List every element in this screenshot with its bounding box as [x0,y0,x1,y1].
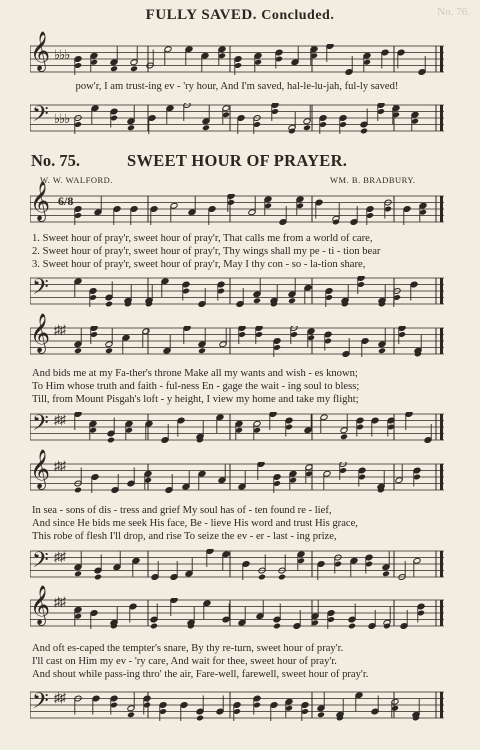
system-3-treble-staff [30,462,444,495]
bass-clef-icon: 𝄢 [32,275,49,304]
system-3-verse-2: And since He bids me seek His face, Be - lieve His word and trust His grace, [32,518,358,529]
system-1-bass-staff [30,276,444,309]
key-signature-flats: ♭♭♭ [54,111,70,126]
key-signature-flats: ♭♭♭ [54,47,70,62]
previous-treble-staff [30,44,444,77]
bass-clef-icon: 𝄢 [32,548,49,577]
key-signature-sharps: ♯♯ [54,594,65,609]
staff-lines [30,44,444,81]
staff-lines [30,103,444,140]
system-2-verse-1: And bids me at my Fa-ther's throne Make all my wants and wish - es known; [32,368,358,379]
key-signature-sharps: ♯♯ [54,322,65,337]
previous-hymn-lyric: pow'r, I am trust-ing ev - 'ry hour, And I'm saved, hal-le-lu-jah, ful-ly saved! [75,81,399,92]
key-signature-sharps: ♯♯ [54,690,65,705]
previous-hymn-title: FULLY SAVED. [145,7,257,23]
treble-clef-icon: 𝄞 [30,587,51,624]
staff-lines [30,412,444,449]
bass-clef-icon: 𝄢 [32,689,49,718]
staff-lines [30,326,444,363]
system-2-verse-3: Till, from Mount Pisgah's loft - y height, I view my home and take my flight; [32,394,359,405]
staff-lines [30,549,444,586]
lyricist-credit: W. W. WALFORD. [40,175,113,185]
time-signature: 6/8 [58,194,74,208]
system-2-bass-staff [30,412,444,445]
staff-lines [30,194,444,231]
previous-bass-staff [30,103,444,136]
staff-lines [30,598,444,635]
system-3-bass-staff [30,549,444,582]
treble-clef-icon: 𝄞 [30,183,51,220]
bass-clef-icon: 𝄢 [32,102,49,131]
system-3-verse-1: In sea - sons of dis - tress and grief My soul has of - ten found re - lief, [32,505,332,516]
previous-hymn-status: Concluded. [261,8,335,23]
bleed-through-text: No. 76. [437,6,470,18]
previous-hymn-header [0,7,480,24]
system-4-verse-3: And shout while pass-ing thro' the air, Fare-well, farewell, sweet hour of pray'r. [32,669,369,680]
composer-credit: WM. B. BRADBURY. [330,175,416,185]
staff-lines [30,462,444,499]
key-signature-sharps: ♯♯ [54,549,65,564]
system-2-treble-staff [30,326,444,359]
staff-lines [30,276,444,313]
system-1-treble-staff [30,194,444,227]
treble-clef-icon: 𝄞 [30,33,51,70]
staff-lines [30,690,444,727]
system-4-verse-1: And oft es-caped the tempter's snare, By thy re-turn, sweet hour of pray'r. [32,643,344,654]
hymn-number: No. 75. [31,151,81,170]
system-1-verse-2: 2. Sweet hour of pray'r, sweet hour of pray'r, Thy wings shall my pe - ti - tion bear [32,246,381,257]
system-2-verse-2: To Him whose truth and faith - ful-ness En - gage the wait - ing soul to bless; [32,381,360,392]
bass-clef-icon: 𝄢 [32,411,49,440]
system-4-verse-2: I'll cast on Him my ev - 'ry care, And wait for thee, sweet hour of pray'r. [32,656,337,667]
hymn-title: SWEET HOUR OF PRAYER. [127,151,348,170]
system-4-bass-staff [30,690,444,723]
key-signature-sharps: ♯♯ [54,412,65,427]
system-1-verse-3: 3. Sweet hour of pray'r, sweet hour of pray'r, May I thy con - so - la-tion share, [32,259,366,270]
system-1-verse-1: 1. Sweet hour of pray'r, sweet hour of pray'r, That calls me from a world of care, [32,233,373,244]
treble-clef-icon: 𝄞 [30,451,51,488]
system-4-treble-staff [30,598,444,631]
key-signature-sharps: ♯♯ [54,458,65,473]
system-3-verse-3: This robe of flesh I'll drop, and rise To seize the ev - er - last - ing prize, [32,531,337,542]
treble-clef-icon: 𝄞 [30,315,51,352]
